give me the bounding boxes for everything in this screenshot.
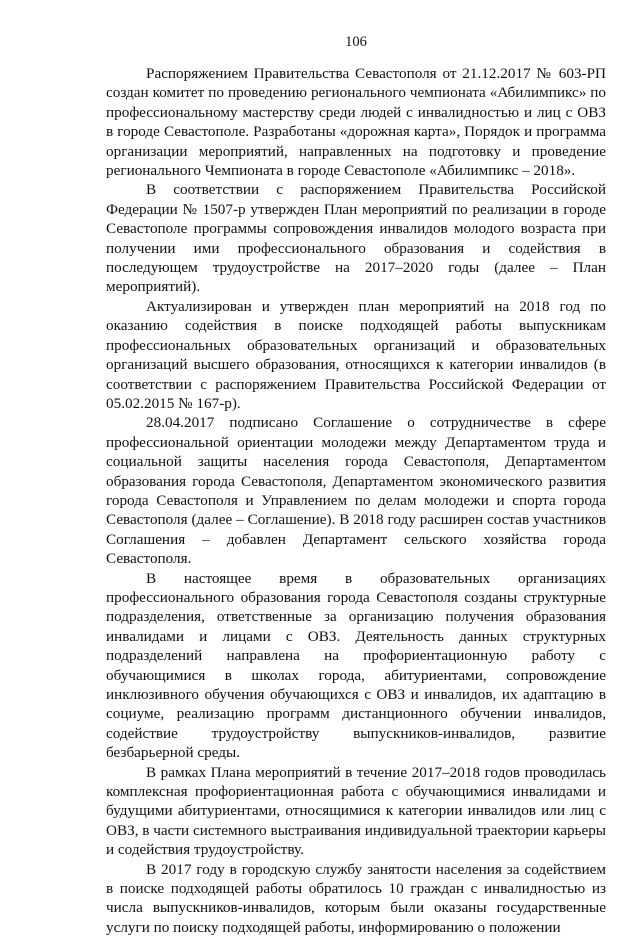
paragraph: Актуализирован и утвержден план мероприятий на 2018 год по оказанию содействия в поиске подходящей работы выпускникам профессиональных образовательных организаций и образовательных организаций высшего образования, относящихся к категории инвалидов (в соответствии с распоряжением Правительства Российской Федерации от 05.02.2015 № 167-р). (106, 297, 606, 412)
paragraph: В рамках Плана мероприятий в течение 2017–2018 годов проводилась комплексная профориентационная работа с обучающимися инвалидами и будущими абитуриентами, относящимися к категории инвалидов или лиц с ОВЗ, в части системного выстраивания индивидуальной траектории карьеры и содействия трудоустройству. (106, 763, 606, 859)
paragraph: В 2017 году в городскую службу занятости населения за содействием в поиске подходящей работы обратилось 10 граждан с инвалидностью из числа выпускников-инвалидов, которым были оказаны государственные услуги по поиску подходящей работы, информированию о положении (106, 860, 606, 936)
page-number: 106 (345, 34, 367, 50)
paragraph: В соответствии с распоряжением Правительства Российской Федерации № 1507-р утвержден План мероприятий по реализации в городе Севастополе программы сопровождения инвалидов молодого возраста при получении ими профессионального образования и содействия в последующем трудоустройстве на 2017–2020 годы (далее – План мероприятий). (106, 181, 606, 296)
paragraph: Распоряжением Правительства Севастополя от 21.12.2017 № 603-РП создан комитет по проведению регионального чемпионата «Абилимпикс» по профессиональному мастерству среди людей с инвалидностью и лиц с ОВЗ в городе Севастополе. Разработаны «дорожная карта», Порядок и программа организации мероприятий, направленных на подготовку и проведение регионального Чемпионата в городе Севастополе «Абилимпикс – 2018». (106, 65, 606, 180)
paragraph: В настоящее время в образовательных организациях профессионального образования города Севастополя созданы структурные подразделения, ответственные за организацию получения образования инвалидами и лицами с ОВЗ. Деятельность данных структурных подразделений направлена на профориентационную работу с обучающимися в школах города, абитуриентами, сопровождение инклюзивного обучения обучающихся с ОВЗ и инвалидов, их адаптацию в социуме, реализацию программ дистанционного обучении инвалидов, содействие трудоустройству выпускников-инвалидов, развитие безбарьерной среды. (106, 569, 606, 762)
document-body (106, 64, 606, 937)
paragraph: 28.04.2017 подписано Соглашение о сотрудничестве в сфере профессиональной ориентации молодежи между Департаментом труда и социальной защиты населения города Севастополя, Департаментом образования города Севастополя, Департаментом экономического развития города Севастополя и Управлением по делам молодежи и спорта города Севастополя (далее – Соглашение). В 2018 году расширен состав участников Соглашения – добавлен Департамент сельского хозяйства города Севастополя. (106, 414, 606, 568)
